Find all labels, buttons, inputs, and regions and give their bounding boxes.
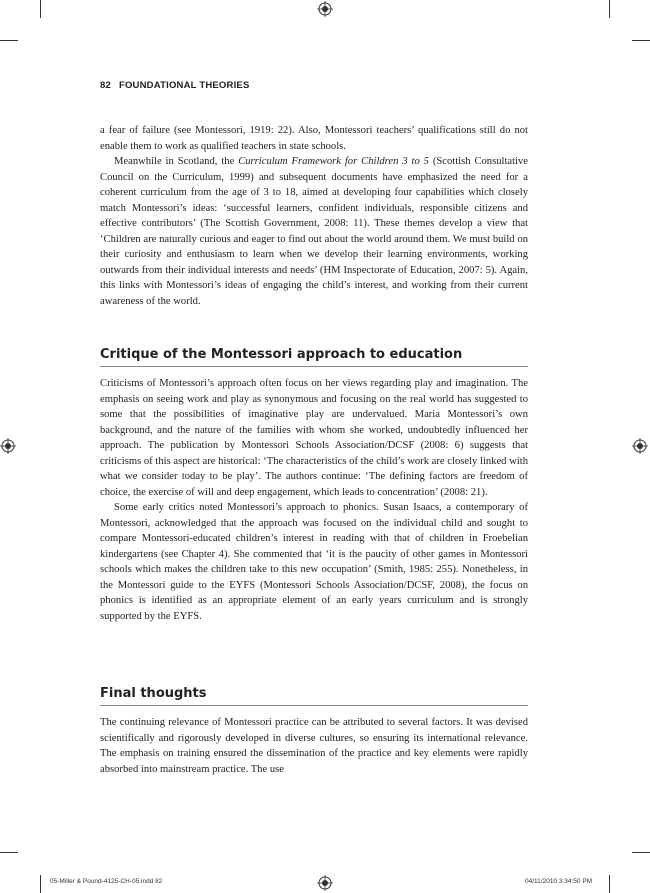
crop-mark <box>0 852 18 853</box>
registration-mark-icon <box>317 1 333 17</box>
crop-mark <box>40 0 41 18</box>
running-header <box>100 80 249 91</box>
slug-date: 04/11/2010 3:34:50 PM <box>525 878 593 885</box>
paragraph: a fear of failure (see Montessori, 1919: 22). Also, Montessori teachers’ qualifications still do not enable them to work as qualified teachers in state schools. <box>100 125 528 152</box>
paragraph: The continuing relevance of Montessori practice can be attributed to several factors. It was devised scientifically and rigorously developed in diverse cultures, so ensuring its international relevance. The emphasis on training ensured the dissemination of the practice and key elements were rapidly absorbed into mainstream practice. The use <box>100 717 528 775</box>
running-title: FOUNDATIONAL THEORIES <box>118 80 250 91</box>
italic-title: Curriculum Framework for Children 3 to 5 <box>238 156 429 167</box>
crop-mark <box>609 0 610 18</box>
body-text-top <box>100 123 528 309</box>
slug-file: 05-Miller & Pound-4125-CH-05.indd 82 <box>50 878 163 885</box>
body-text-section2 <box>100 715 528 777</box>
registration-mark-icon <box>317 875 333 891</box>
crop-mark <box>0 40 18 41</box>
paragraph: Criticisms of Montessori’s approach often focus on her views regarding play and imagination. The emphasis on seeing work and play as synonymous and focusing on the real world has suggested to some that the possibilities of imaginative play are undervalued. Maria Montessori’s own background, and the nature of the families with whom she worked, undoubtedly influenced her approach. The publication by Montessori Schools Association/DCSF (2008: 6) suggests that criticisms of this aspect are historical: ‘The characteristics of the child’s work are closely linked with what we consider today to be play’. The authors continue: ‘The defining factors are freedom of choice, the exercise of will and deep engagement, which leads to concentration’ (2008: 21). <box>100 378 528 498</box>
section-heading: Critique of the Montessori approach to education <box>100 347 528 367</box>
section-heading: Final thoughts <box>100 686 528 706</box>
registration-mark-icon <box>632 438 648 454</box>
crop-mark <box>632 852 650 853</box>
body-text-section1 <box>100 376 528 624</box>
crop-mark <box>609 875 610 893</box>
crop-mark <box>632 40 650 41</box>
paragraph: Some early critics noted Montessori’s approach to phonics. Susan Isaacs, a contemporary of Montessori, acknowledged that the approach was focused on the individual child and sought to compare Montessori-educated children’s interest in reading with that of children in Froebelian kindergartens (see Chapter 4). She commented that ‘it is the paucity of other games in Montessori schools which makes the children take to this new occupation’ (Smith, 1985: 255). Nonetheless, in the Montessori guide to the EYFS (Montessori Schools Association/DCSF, 2008), the focus on phonics is identified as an appropriate element of an early years curriculum and is strongly supported by the EYFS. <box>100 502 528 622</box>
crop-mark <box>40 875 41 893</box>
page-number: 82 <box>100 80 111 91</box>
paragraph: Meanwhile in Scotland, the Curriculum Framework for Children 3 to 5 (Scottish Consultative Council on the Curriculum, 1999) and subsequent documents have emphasized the need for a coherent curriculum from the age of 3 to 18, aimed at developing four capabilities which closely match Montessori’s ideas: ‘successful learners, confident individuals, responsible citizens and effective contributors’ (The Scottish Government, 2008: 11). These themes develop a view that ‘Children are naturally curious and eager to find out about the world around them. We must build on their curiosity and enthusiasm to learn when we develop their learning environments, working outwards from their individual interests and needs’ (HM Inspectorate of Education, 2007: 5). Again, this links with Montessori’s ideas of engaging the child’s interest, and working from their current awareness of the world. <box>100 156 528 307</box>
registration-mark-icon <box>0 438 16 454</box>
